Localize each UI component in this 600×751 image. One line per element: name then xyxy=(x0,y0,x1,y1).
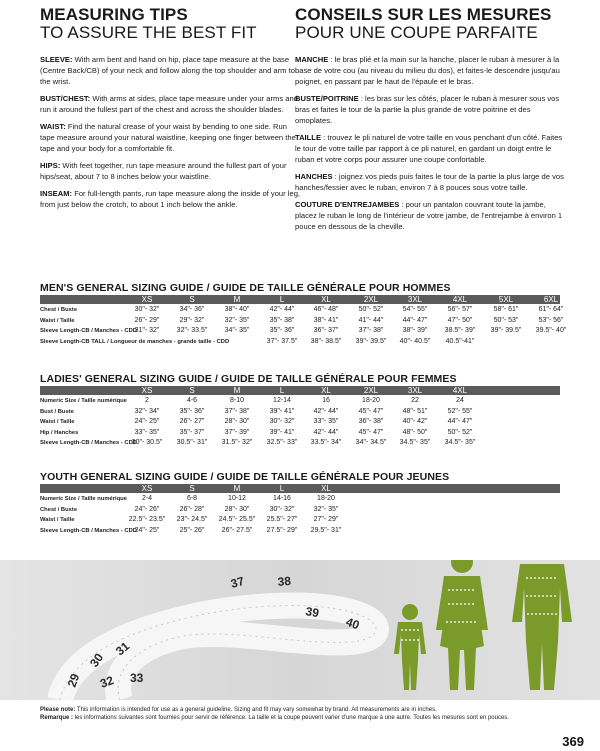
table-cell: 40"- 42" xyxy=(402,418,428,425)
size-header: 2XL xyxy=(363,386,379,395)
table-cell: 22.5"- 23.5" xyxy=(128,516,166,523)
table-cell: 44"- 47" xyxy=(402,316,428,324)
table-cell: 27.5"- 29" xyxy=(266,526,298,534)
table-cell: 38.5"- 39" xyxy=(444,327,476,334)
tip-text: : les bras sur les côtés, placer le ruban à mesurer sous vos bras et faites le tour de la partie la plus grande de votre poitrine et des omoplates. xyxy=(295,94,560,125)
table-row xyxy=(40,494,560,504)
size-header: L xyxy=(279,386,285,395)
table-cell: 45"- 47" xyxy=(358,407,384,415)
size-header: 4XL xyxy=(452,386,468,395)
tape-number: 30 xyxy=(86,650,107,670)
measuring-tips-french xyxy=(295,6,567,238)
table-cell: 45"- 47" xyxy=(358,428,384,436)
table-cell: 28"- 30" xyxy=(224,418,250,425)
table-cell: 30.5"- 31" xyxy=(176,439,208,446)
table-cell: 27"- 29" xyxy=(313,516,339,523)
table-cell: 24.5"- 25.5" xyxy=(218,516,256,523)
tip-text: : pour un pantalon couvrant toute la jambe, placez le ruban le long de l'intérieur de votre jambe, de l'entrejambe à environ 1 pouce en dessous de la cheville. xyxy=(295,200,563,231)
tip-text: With arms at sides, place tape measure under your arms and run it around the fullest part of the chest and across the shoulder blades. xyxy=(40,94,298,114)
tip-paragraph xyxy=(40,54,302,87)
tip-paragraph xyxy=(40,160,302,182)
table-cell: 26"- 27" xyxy=(179,418,205,425)
table-row xyxy=(40,396,560,406)
family-silhouettes xyxy=(380,560,600,690)
table-row xyxy=(40,305,564,315)
table-cell: 42"- 44" xyxy=(269,306,295,313)
table-cell: 31.5"- 32" xyxy=(221,439,253,446)
youth-sizing-table-header xyxy=(40,484,560,493)
table-cell: 18-20 xyxy=(317,495,335,502)
child-silhouette xyxy=(394,604,426,690)
table-cell: 24"- 26" xyxy=(134,505,160,513)
table-cell: 16 xyxy=(322,397,330,404)
tip-paragraph xyxy=(40,121,302,154)
note-fr-text: les informations suivantes sont fournies pour servir de référence. La taille et la coupe peuvent varier d'une marque à une autre. Toutes les mesures sont en pouces. xyxy=(73,715,509,721)
tips-list-en xyxy=(40,54,302,210)
table-cell: 32"- 35" xyxy=(224,316,250,324)
size-header: XS xyxy=(141,484,153,493)
tip-text: Find the natural crease of your waist by bending to one side. Run tape measure around your natural waistline, keeping one finger between the tape and your body for a comfortable fit. xyxy=(40,122,296,153)
tip-term: BUSTE/POITRINE xyxy=(295,94,359,103)
row-label: Sleeve Length-CB / Manches - CDD xyxy=(40,440,137,446)
tip-paragraph xyxy=(295,93,567,126)
tip-text: : le bras plié et la main sur la hanche, placer le ruban à mesurer à la base de votre cou (au niveau du milieu du dos), et faites-le descendre jusqu'au poignet, en passant par le haut de l'épaule et le bras. xyxy=(295,55,560,86)
table-cell: 26"- 29" xyxy=(134,316,160,324)
table-cell: 32"- 35" xyxy=(313,505,339,513)
size-header: 4XL xyxy=(452,295,468,304)
tip-paragraph xyxy=(295,199,567,232)
tip-term: HANCHES xyxy=(295,172,333,181)
tip-term: WAIST: xyxy=(40,122,66,131)
table-cell: 30"- 32" xyxy=(134,306,160,313)
table-cell: 42"- 44" xyxy=(313,407,339,415)
table-cell: 41"- 44" xyxy=(358,316,384,324)
row-label: Chest / Buste xyxy=(40,506,78,513)
table-cell: 40"- 40.5" xyxy=(399,337,431,345)
table-cell: 54"- 55" xyxy=(402,306,428,313)
table-cell: 39"- 41" xyxy=(269,428,295,436)
size-header: XL xyxy=(321,386,331,395)
table-cell: 26"- 28" xyxy=(179,505,205,513)
table-cell: 40.5"-41" xyxy=(445,337,475,345)
table-cell: 33"- 35" xyxy=(313,418,339,425)
table-cell: 38"- 40" xyxy=(224,306,250,313)
row-label: Hip / Hanches xyxy=(40,429,79,436)
tape-number: 31 xyxy=(112,638,133,659)
row-label: Waist / Taille xyxy=(40,419,75,425)
tip-term: BUST/CHEST: xyxy=(40,94,91,103)
tape-number: 32 xyxy=(98,673,116,691)
row-label: Sleeve Length-CB TALL / Longueur de manches - grande taille - CDD xyxy=(40,338,230,345)
size-header: L xyxy=(279,295,285,304)
table-cell: 26"- 27.5" xyxy=(221,526,253,534)
ladies-sizing-table-header xyxy=(40,386,560,395)
woman-silhouette xyxy=(436,560,488,690)
tip-term: SLEEVE: xyxy=(40,55,73,64)
table-cell: 53"- 56" xyxy=(538,316,564,324)
tape-number: 40 xyxy=(343,614,362,633)
table-row xyxy=(40,515,560,525)
table-cell: 18-20 xyxy=(362,397,380,404)
table-cell: 39.5"- 40" xyxy=(535,327,567,334)
table-cell: 37"- 38" xyxy=(224,407,250,415)
table-cell: 34"- 34.5" xyxy=(355,439,387,446)
table-cell: 14-16 xyxy=(273,495,291,502)
table-cell: 38"- 39" xyxy=(402,327,428,334)
table-cell: 36"- 37" xyxy=(313,327,339,334)
table-row xyxy=(40,407,560,417)
table-cell: 44"- 47" xyxy=(447,418,473,425)
size-header: S xyxy=(189,386,195,395)
table-cell: 36"- 38" xyxy=(358,418,384,425)
table-cell: 39"- 39.5" xyxy=(490,327,522,334)
table-cell: 42"- 44" xyxy=(313,428,339,436)
table-cell: 56"- 57" xyxy=(447,306,473,313)
tips-title-fr: CONSEILS SUR LES MESURES xyxy=(295,5,552,24)
tips-list-fr xyxy=(295,54,567,232)
table-cell: 50"- 53" xyxy=(493,316,519,324)
size-header: XS xyxy=(141,295,153,304)
table-cell: 48"- 50" xyxy=(402,428,428,436)
note-en-term: Please note: xyxy=(40,707,76,713)
size-header: 3XL xyxy=(407,295,423,304)
table-cell: 33"- 35" xyxy=(134,428,160,436)
table-cell: 25"- 26" xyxy=(179,526,205,534)
tape-number: 39 xyxy=(304,604,321,621)
table-cell: 29"- 32" xyxy=(179,316,205,324)
mens-sizing-table-title: MEN'S GENERAL SIZING GUIDE / GUIDE DE TAILLE GÉNÉRALE POUR HOMMES xyxy=(40,282,451,294)
size-header: L xyxy=(279,484,285,493)
mens-sizing-table-header xyxy=(40,295,560,304)
tip-paragraph xyxy=(295,132,567,165)
tip-paragraph xyxy=(40,188,302,210)
table-cell: 47"- 50" xyxy=(447,316,473,324)
note-fr-term: Remarque : xyxy=(40,715,74,721)
tip-text: For full-length pants, run tape measure along the inside of your leg, from just below the crotch, to about 1 inch below the ankle. xyxy=(40,189,301,209)
table-cell: 39"- 39.5" xyxy=(355,337,387,345)
tip-text: With arm bent and hand on hip, place tape measure at the base (Centre Back/CB) of your neck and follow along the top shoulder and arm to the wrist. xyxy=(40,55,295,86)
page-number: 369 xyxy=(562,734,584,749)
table-row xyxy=(40,526,560,536)
tip-term: TAILLE xyxy=(295,133,322,142)
table-cell: 4-6 xyxy=(186,397,198,404)
table-cell: 28"- 30" xyxy=(224,505,250,513)
size-header: XL xyxy=(321,295,331,304)
size-header: M xyxy=(233,295,241,304)
tips-title-en: MEASURING TIPS xyxy=(40,5,188,24)
table-cell: 32"- 34" xyxy=(134,407,160,415)
table-row xyxy=(40,316,564,326)
table-cell: 22 xyxy=(411,397,419,404)
row-label: Bust / Buste xyxy=(40,408,74,415)
table-cell: 10-12 xyxy=(228,495,246,502)
tip-term: HIPS: xyxy=(40,161,61,170)
row-label: Sleeve Length-CB / Manches - CDD xyxy=(40,328,137,334)
table-row xyxy=(40,438,560,448)
tip-paragraph xyxy=(295,171,567,193)
tape-number: 29 xyxy=(64,671,83,690)
table-cell: 23"- 24.5" xyxy=(176,516,208,523)
table-cell: 32"- 33.5" xyxy=(176,327,208,334)
size-header: XL xyxy=(321,484,331,493)
tip-term: INSEAM: xyxy=(40,189,73,198)
table-cell: 58"- 61" xyxy=(493,306,519,313)
tip-text: With feet together, run tape measure around the fullest part of your hips/seat, about 7 to 8 inches below your waistline. xyxy=(40,161,287,181)
table-cell: 48"- 51" xyxy=(402,407,428,415)
table-cell: 39"- 41" xyxy=(269,407,295,415)
tip-text: : joignez vos pieds puis faites le tour de la partie la plus large de vos hanches/fessier avec le ruban, environ 7 à 8 pouces sous votre taille. xyxy=(295,172,564,192)
tips-subtitle-fr: POUR UNE COUPE PARFAITE xyxy=(295,23,538,42)
row-label: Sleeve Length-CB / Manches - CDD xyxy=(40,527,137,534)
size-header: 5XL xyxy=(498,295,514,304)
tips-subtitle-en: TO ASSURE THE BEST FIT xyxy=(40,23,257,42)
table-cell: 24"- 25" xyxy=(134,418,160,425)
tip-term: MANCHE xyxy=(295,55,329,64)
row-label: Chest / Buste xyxy=(40,307,78,313)
tip-paragraph xyxy=(40,93,302,115)
table-cell: 24 xyxy=(456,397,464,404)
table-cell: 38"- 38.5" xyxy=(310,337,342,345)
size-header: 3XL xyxy=(407,386,423,395)
table-cell: 35"- 36" xyxy=(179,407,205,415)
row-label: Waist / Taille xyxy=(40,517,75,523)
row-label: Numeric Size / Taille numérique xyxy=(40,496,127,502)
table-cell: 50"- 52" xyxy=(358,306,384,313)
tip-paragraph xyxy=(295,54,567,87)
tape-number: 37 xyxy=(229,573,246,591)
row-label: Numeric Size / Taille numérique xyxy=(40,398,127,404)
table-cell: 31"- 32" xyxy=(134,327,160,334)
table-cell: 30"- 30.5" xyxy=(131,439,163,446)
table-cell: 32.5"- 33" xyxy=(266,439,298,446)
table-cell: 34.5"- 35" xyxy=(444,439,476,446)
tape-number: 33 xyxy=(130,671,144,685)
table-cell: 35"- 38" xyxy=(269,316,295,324)
table-cell: 6-8 xyxy=(186,495,198,502)
table-cell: 34"- 36" xyxy=(179,306,205,313)
table-cell: 37"- 38" xyxy=(358,327,384,334)
table-row xyxy=(40,505,560,515)
tip-term: COUTURE D'ENTREJAMBES xyxy=(295,200,400,209)
youth-sizing-table-title: YOUTH GENERAL SIZING GUIDE / GUIDE DE TAILLE GÉNÉRALE POUR JEUNES xyxy=(40,471,450,483)
table-cell: 46"- 48" xyxy=(313,306,339,313)
table-cell: 61"- 64" xyxy=(538,306,564,313)
size-header: M xyxy=(233,484,241,493)
table-cell: 30"- 32" xyxy=(269,418,295,425)
row-label: Waist / Taille xyxy=(40,317,75,324)
table-cell: 30"- 32" xyxy=(269,505,295,513)
tip-text: : trouvez le pli naturel de votre taille en vous penchant d'un côté. Faites le tour de votre taille par rapport à ce pli naturel, en gardant un doigt entre le ruban et votre corps pour assurer une coupe confortable. xyxy=(295,133,563,164)
table-cell: 37"- 37.5" xyxy=(266,337,298,345)
table-row xyxy=(40,326,567,336)
measuring-tips-english xyxy=(40,6,302,216)
note-en-text: This information is intended for use as a general guideline. Sizing and fit may vary somewhat by brand. All measurements are in inches. xyxy=(75,707,437,713)
table-cell: 37"- 39" xyxy=(224,428,250,436)
man-silhouette xyxy=(512,560,572,690)
table-cell: 33.5"- 34" xyxy=(310,439,342,446)
table-cell: 34.5"- 35" xyxy=(399,439,431,446)
table-cell: 38"- 41" xyxy=(313,316,339,324)
size-header: 2XL xyxy=(363,295,379,304)
table-cell: 8-10 xyxy=(229,397,244,404)
size-header: XS xyxy=(141,386,153,395)
size-header: S xyxy=(189,295,195,304)
size-header: M xyxy=(233,386,241,395)
table-cell: 35"- 37" xyxy=(179,428,205,436)
table-cell: 34"- 35" xyxy=(224,327,250,334)
disclaimer-note xyxy=(40,706,580,722)
ladies-sizing-table-title: LADIES' GENERAL SIZING GUIDE / GUIDE DE TAILLE GÉNÉRALE POUR FEMMES xyxy=(40,373,457,385)
table-cell: 24"- 25" xyxy=(134,526,160,534)
table-cell: 50"- 52" xyxy=(447,428,473,436)
size-header: 6XL xyxy=(543,295,559,304)
table-cell: 52"- 55" xyxy=(447,407,473,415)
table-row xyxy=(40,337,560,347)
table-row xyxy=(40,417,560,427)
table-cell: 12-14 xyxy=(273,397,291,404)
table-cell: 35"- 36" xyxy=(269,327,295,334)
table-row xyxy=(40,428,560,438)
table-cell: 2 xyxy=(145,397,149,404)
measuring-tape-photo xyxy=(0,560,600,700)
tape-number: 38 xyxy=(277,573,292,589)
table-cell: 25.5"- 27" xyxy=(266,516,298,523)
size-header: S xyxy=(189,484,195,493)
table-cell: 2-4 xyxy=(141,495,153,502)
table-cell: 29.5"- 31" xyxy=(310,526,342,534)
